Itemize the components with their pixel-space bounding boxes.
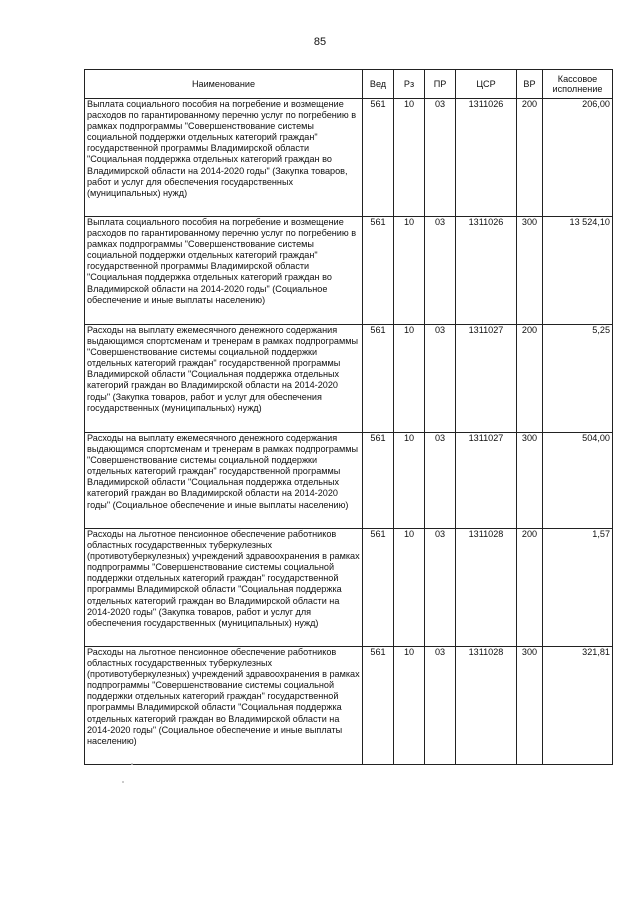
- table-row: [85, 529, 613, 647]
- row-rz: 10: [394, 433, 425, 529]
- row-vr: 200: [517, 529, 543, 647]
- table-header-row: [85, 70, 613, 99]
- row-amount: 5,25: [543, 325, 613, 433]
- row-pr: 03: [425, 217, 456, 325]
- header-amount: Кассовое исполнение: [543, 70, 613, 99]
- row-amount: 1,57: [543, 529, 613, 647]
- page-number: 85: [313, 36, 327, 48]
- row-amount: 504,00: [543, 433, 613, 529]
- row-pr: 03: [425, 529, 456, 647]
- row-name: Выплата социального пособия на погребение и возмещение расходов по гарантированному перечню услуг по погребению в рамках подпрограммы "Совершенствование системы социальной поддержки отдельных категорий граждан" государственной программы Владимирской области "Социальная поддержка отдельных категорий граждан во Владимирской области на 2014-2020 годы" (Закупка товаров, работ и услуг для обеспечения государственных (муниципальных) нужд): [85, 99, 363, 217]
- budget-execution-table: [84, 69, 613, 765]
- row-rz: 10: [394, 99, 425, 217]
- row-name: Расходы на выплату ежемесячного денежного содержания выдающимся спортсменам и тренерам в рамках подпрограммы "Совершенствование системы социальной поддержки отдельных категорий граждан" государственной программы Владимирской области "Социальная поддержка отдельных категорий граждан во Владимирской области на 2014-2020 годы" (Закупка товаров, работ и услуг для обеспечения государственных (муниципальных) нужд): [85, 325, 363, 433]
- header-pr: ПР: [425, 70, 456, 99]
- row-pr: 03: [425, 433, 456, 529]
- row-name: Расходы на льготное пенсионное обеспечение работников областных государственных туберкулезных (противотуберкулезных) учреждений здравоохранения в рамках подпрограммы "Совершенствование системы социальной поддержки отдельных категорий граждан" государственной программы Владимирской области "Социальная поддержка отдельных категорий граждан во Владимирской области на 2014-2020 годы" (Закупка товаров, работ и услуг для обеспечения государственных (муниципальных) нужд): [85, 529, 363, 647]
- row-ved: 561: [363, 99, 394, 217]
- scan-speck: [131, 763, 133, 765]
- row-name: Расходы на льготное пенсионное обеспечение работников областных государственных туберкулезных (противотуберкулезных) учреждений здравоохранения в рамках подпрограммы "Совершенствование системы социальной поддержки отдельных категорий граждан" государственной программы Владимирской области "Социальная поддержка отдельных категорий граждан во Владимирской области на 2014-2020 годы" (Социальное обеспечение и иные выплаты населению): [85, 647, 363, 765]
- row-ved: 561: [363, 217, 394, 325]
- row-rz: 10: [394, 529, 425, 647]
- table-row: [85, 325, 613, 433]
- row-vr: 300: [517, 647, 543, 765]
- row-vr: 300: [517, 433, 543, 529]
- header-vr: ВР: [517, 70, 543, 99]
- row-vr: 200: [517, 325, 543, 433]
- row-ved: 561: [363, 325, 394, 433]
- row-name: Выплата социального пособия на погребение и возмещение расходов по гарантированному перечню услуг по погребению в рамках подпрограммы "Совершенствование системы социальной поддержки отдельных категорий граждан" государственной программы Владимирской области "Социальная поддержка отдельных категорий граждан во Владимирской области на 2014-2020 годы" (Социальное обеспечение и иные выплаты населению): [85, 217, 363, 325]
- row-rz: 10: [394, 647, 425, 765]
- table-row: [85, 647, 613, 765]
- row-name: Расходы на выплату ежемесячного денежного содержания выдающимся спортсменам и тренерам в рамках подпрограммы "Совершенствование системы социальной поддержки отдельных категорий граждан" государственной программы Владимирской области "Социальная поддержка отдельных категорий граждан во Владимирской области на 2014-2020 годы" (Социальное обеспечение и иные выплаты населению): [85, 433, 363, 529]
- row-csr: 1311026: [456, 99, 517, 217]
- row-pr: 03: [425, 325, 456, 433]
- header-name: Наименование: [85, 70, 363, 99]
- row-csr: 1311028: [456, 529, 517, 647]
- header-rz: Рз: [394, 70, 425, 99]
- table-row: [85, 99, 613, 217]
- row-amount: 321,81: [543, 647, 613, 765]
- row-pr: 03: [425, 647, 456, 765]
- header-csr: ЦСР: [456, 70, 517, 99]
- row-pr: 03: [425, 99, 456, 217]
- table-row: [85, 433, 613, 529]
- row-ved: 561: [363, 647, 394, 765]
- row-csr: 1311027: [456, 325, 517, 433]
- row-ved: 561: [363, 433, 394, 529]
- row-vr: 300: [517, 217, 543, 325]
- row-csr: 1311028: [456, 647, 517, 765]
- row-rz: 10: [394, 325, 425, 433]
- row-amount: 206,00: [543, 99, 613, 217]
- header-ved: Вед: [363, 70, 394, 99]
- row-ved: 561: [363, 529, 394, 647]
- row-rz: 10: [394, 217, 425, 325]
- row-amount: 13 524,10: [543, 217, 613, 325]
- row-vr: 200: [517, 99, 543, 217]
- table-row: [85, 217, 613, 325]
- scan-speck: [122, 781, 124, 783]
- row-csr: 1311027: [456, 433, 517, 529]
- row-csr: 1311026: [456, 217, 517, 325]
